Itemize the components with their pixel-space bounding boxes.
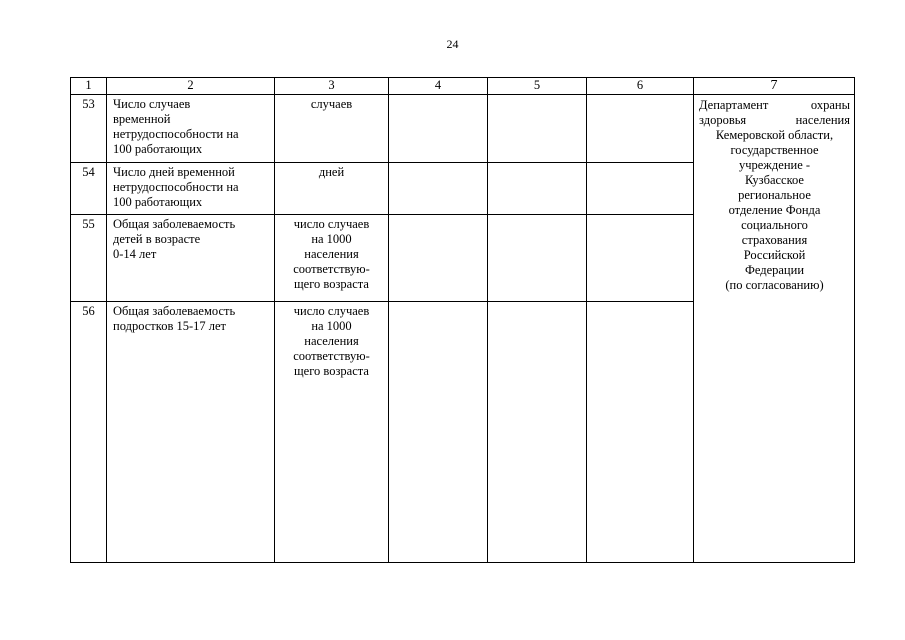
empty-cell-col4 xyxy=(389,215,488,302)
indicator-description: Число случаев временной нетрудоспособности на 100 работающих xyxy=(107,95,275,163)
header-cell-2: 2 xyxy=(107,78,275,95)
indicator-unit: число случаев на 1000 населения соответствую- щего возраста xyxy=(275,215,389,302)
table-row xyxy=(71,95,855,163)
empty-cell-col5 xyxy=(488,95,587,163)
empty-cell-col5 xyxy=(488,163,587,215)
header-cell-4: 4 xyxy=(389,78,488,95)
indicator-description: Общая заболеваемость подростков 15-17 лет xyxy=(107,302,275,563)
row-number: 56 xyxy=(71,302,107,563)
header-cell-7: 7 xyxy=(694,78,855,95)
indicator-unit: дней xyxy=(275,163,389,215)
empty-cell-col6 xyxy=(587,95,694,163)
row-number: 55 xyxy=(71,215,107,302)
table-header-row xyxy=(71,78,855,95)
header-cell-6: 6 xyxy=(587,78,694,95)
indicator-description: Число дней временной нетрудоспособности на 100 работающих xyxy=(107,163,275,215)
header-cell-1: 1 xyxy=(71,78,107,95)
empty-cell-col5 xyxy=(488,302,587,563)
empty-cell-col4 xyxy=(389,95,488,163)
indicator-unit: число случаев на 1000 населения соответствую- щего возраста xyxy=(275,302,389,563)
indicators-table xyxy=(70,77,855,563)
indicator-description: Общая заболеваемость детей в возрасте 0-14 лет xyxy=(107,215,275,302)
empty-cell-col4 xyxy=(389,163,488,215)
empty-cell-col6 xyxy=(587,163,694,215)
row-number: 54 xyxy=(71,163,107,215)
empty-cell-col6 xyxy=(587,215,694,302)
empty-cell-col4 xyxy=(389,302,488,563)
indicator-unit: случаев xyxy=(275,95,389,163)
row-number: 53 xyxy=(71,95,107,163)
empty-cell-col6 xyxy=(587,302,694,563)
responsible-organization: Департамент охраны здоровья населения Кемеровской области, государственное учреждение - Кузбасское региональное отделение Фонда социального страхования Российской Федерации (по согласованию) xyxy=(694,95,855,563)
header-cell-3: 3 xyxy=(275,78,389,95)
page-number: 24 xyxy=(446,37,459,51)
empty-cell-col5 xyxy=(488,215,587,302)
header-cell-5: 5 xyxy=(488,78,587,95)
